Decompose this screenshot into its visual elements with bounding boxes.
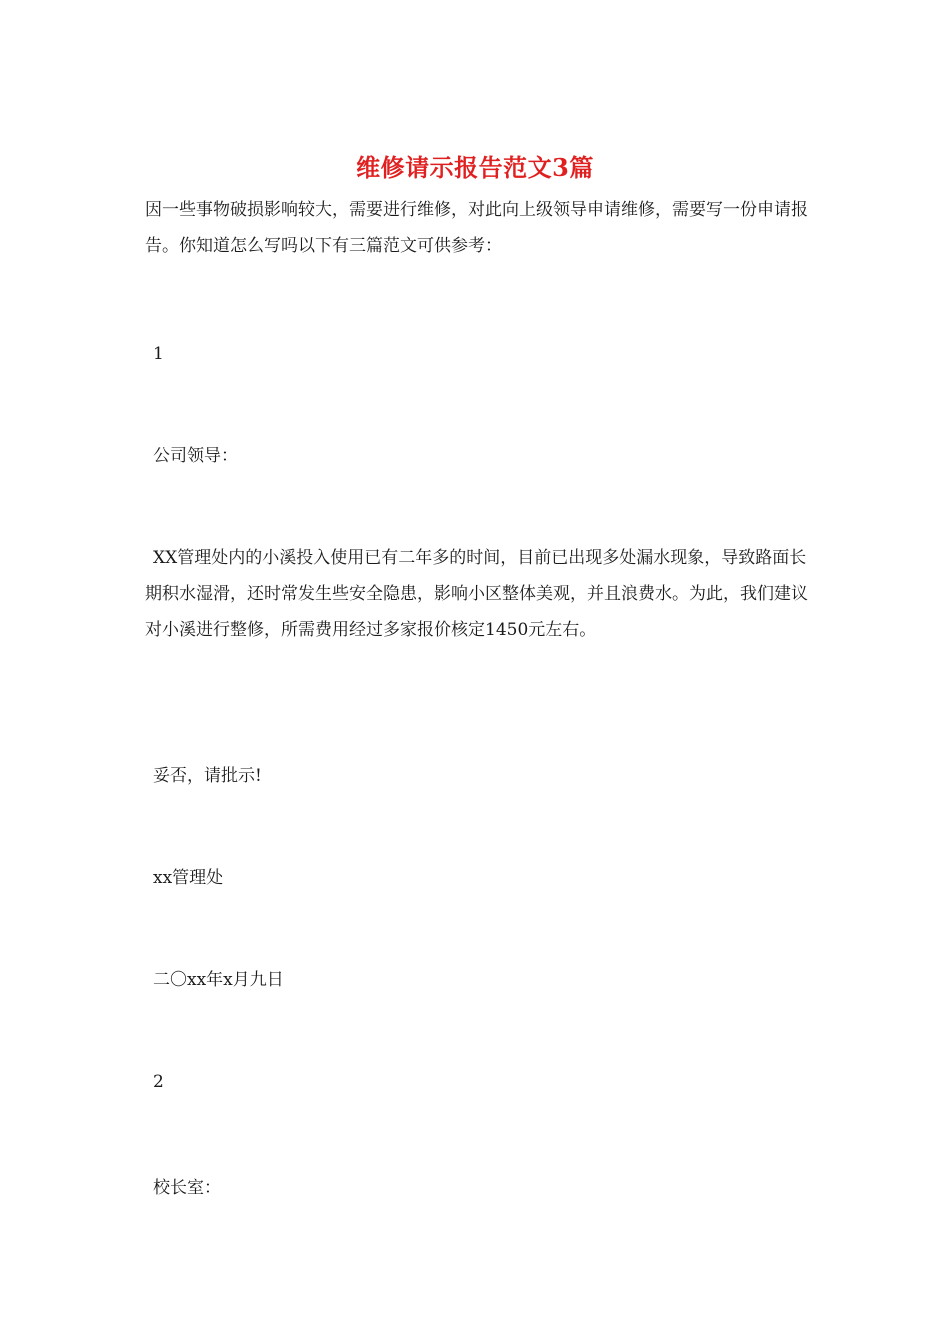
salutation-1: 公司领导：: [153, 446, 238, 466]
signature-1: xx管理处: [153, 868, 224, 888]
section-number-1: 1: [153, 344, 164, 364]
date-1: 二〇xx年x月九日: [153, 970, 284, 990]
intro-paragraph: 因一些事物破损影响较大，需要进行维修，对此向上级领导申请维修，需要写一份申请报告。你知道怎么写吗以下有三篇范文可供参考：: [145, 200, 808, 256]
document-title: 维修请示报告范文3篇: [356, 153, 594, 182]
body-paragraph-1: XX管理处内的小溪投入使用已有二年多的时间，目前已出现多处漏水现象，导致路面长期积水湿滑，还时常发生些安全隐患，影响小区整体美观，并且浪费水。为此，我们建议对小溪进行整修，所需费用经过多家报价核定1450元左右。: [145, 548, 808, 640]
closing-1: 妥否，请批示!: [153, 766, 262, 786]
section-number-2: 2: [153, 1072, 164, 1092]
salutation-2: 校长室：: [153, 1178, 221, 1198]
